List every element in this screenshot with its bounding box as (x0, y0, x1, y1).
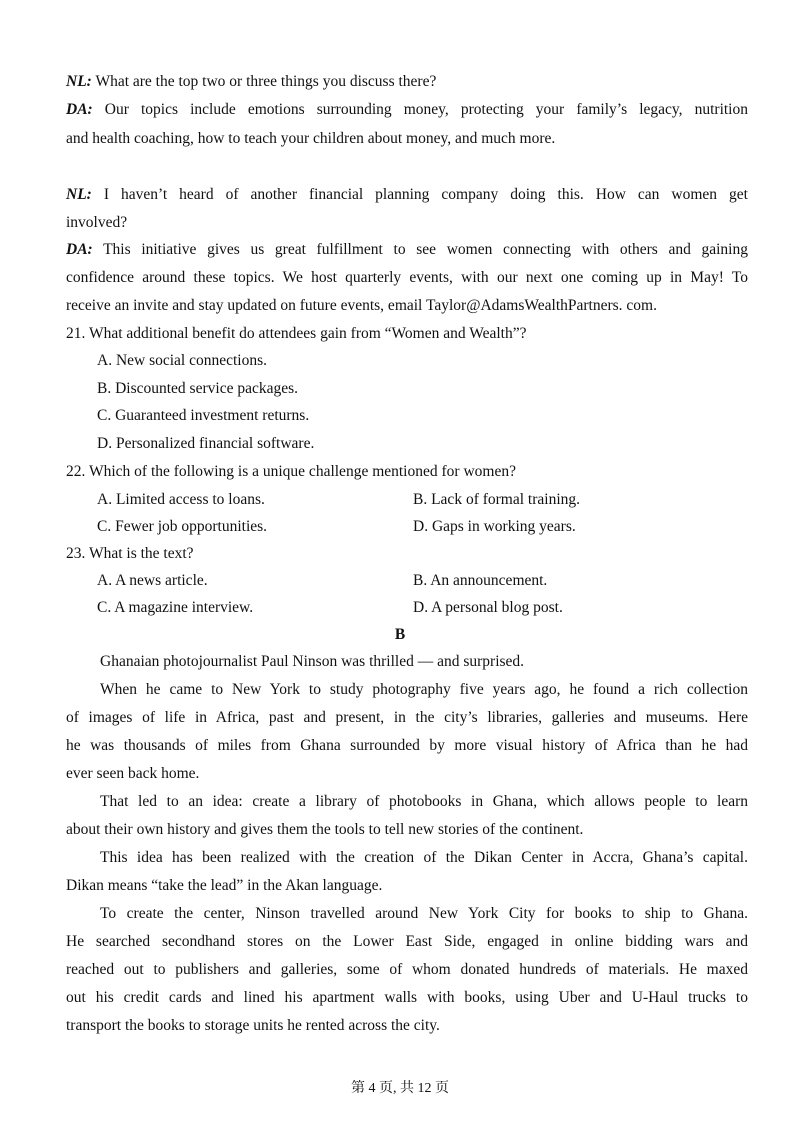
question-23-option-a: A. A news article. (97, 572, 208, 589)
interview-answer-1-line-2: and health coaching, how to teach your children about money, and much more. (66, 130, 556, 147)
passage-b-paragraph-5-line-2: He searched secondhand stores on the Lower East Side, engaged in online bidding wars and (66, 933, 748, 950)
question-22-option-b: B. Lack of formal training. (413, 491, 581, 508)
question-21-option-a: A. New social connections. (97, 352, 268, 369)
answer-text: This initiative gives us great fulfillment to see women connecting with others and gaining (103, 241, 748, 258)
speaker-nl: NL: (66, 73, 92, 90)
passage-b-paragraph-4-line-2: Dikan means “take the lead” in the Akan language. (66, 877, 383, 894)
interview-answer-1-line-1 (66, 100, 748, 120)
question-23-stem: 23. What is the text? (66, 545, 194, 562)
passage-b-paragraph-3-line-1: That led to an idea: create a library of photobooks in Ghana, which allows people to learn (100, 793, 748, 810)
question-21-stem: 21. What additional benefit do attendees gain from “Women and Wealth”? (66, 325, 527, 342)
interview-question-2-line-1 (66, 185, 748, 205)
page-number-footer: 第 4 页, 共 12 页 (351, 1081, 449, 1096)
passage-b-paragraph-3-line-2: about their own history and gives them the tools to tell new stories of the continent. (66, 821, 584, 838)
question-22-option-a: A. Limited access to loans. (97, 491, 265, 508)
passage-b-paragraph-5-line-1: To create the center, Ninson travelled around New York City for books to ship to Ghana. (100, 905, 748, 922)
answer-text: Our topics include emotions surrounding money, protecting your family’s legacy, nutrition (104, 101, 748, 118)
question-21-option-d: D. Personalized financial software. (97, 435, 315, 452)
passage-b-paragraph-1: Ghanaian photojournalist Paul Ninson was thrilled — and surprised. (100, 653, 525, 670)
interview-answer-2-line-1 (66, 240, 748, 260)
passage-b-paragraph-2-line-1: When he came to New York to study photography five years ago, he found a rich collection (100, 681, 748, 698)
passage-b-paragraph-4-line-1: This idea has been realized with the creation of the Dikan Center in Accra, Ghana’s capital. (100, 849, 748, 866)
question-text: What are the top two or three things you discuss there? (95, 73, 437, 90)
question-21-option-c: C. Guaranteed investment returns. (97, 407, 310, 424)
passage-b-paragraph-2-line-4: ever seen back home. (66, 765, 200, 782)
passage-b-paragraph-2-line-3: he was thousands of miles from Ghana surrounded by more visual history of Africa than he had (66, 737, 748, 754)
interview-answer-2-line-3: receive an invite and stay updated on future events, email Taylor@AdamsWealthPartners. com. (66, 297, 657, 314)
speaker-nl: NL: (66, 186, 92, 203)
question-21-option-b: B. Discounted service packages. (97, 380, 299, 397)
question-23-option-c: C. A magazine interview. (97, 599, 254, 616)
section-heading-b: B (394, 626, 406, 643)
speaker-da: DA: (66, 101, 93, 118)
question-22-option-c: C. Fewer job opportunities. (97, 518, 268, 535)
question-23-option-d: D. A personal blog post. (413, 599, 563, 616)
question-text: I haven’t heard of another financial planning company doing this. How can women get (103, 186, 748, 203)
passage-b-paragraph-2-line-2: of images of life in Africa, past and present, in the city’s libraries, galleries and museums. Here (66, 709, 748, 726)
speaker-da: DA: (66, 241, 93, 258)
question-22-stem: 22. Which of the following is a unique challenge mentioned for women? (66, 463, 516, 480)
question-23-option-b: B. An announcement. (413, 572, 548, 589)
interview-question-2-line-2: involved? (66, 214, 128, 231)
passage-b-paragraph-5-line-4: out his credit cards and lined his apartment walls with books, using Uber and U-Haul trucks to (66, 989, 748, 1006)
question-22-option-d: D. Gaps in working years. (413, 518, 576, 535)
interview-question-1 (66, 72, 748, 92)
interview-answer-2-line-2: confidence around these topics. We host quarterly events, with our next one coming up in May! To (66, 269, 748, 286)
passage-b-paragraph-5-line-5: transport the books to storage units he rented across the city. (66, 1017, 440, 1034)
passage-b-paragraph-5-line-3: reached out to publishers and galleries, some of whom donated hundreds of materials. He maxed (66, 961, 748, 978)
